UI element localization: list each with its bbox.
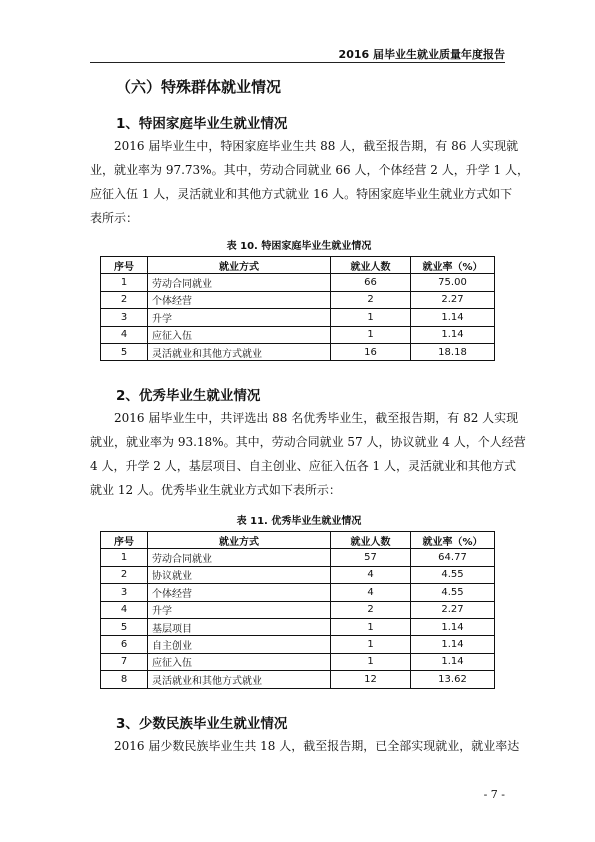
header-count: 就业人数 — [331, 257, 411, 274]
table-row — [101, 636, 495, 653]
cell-count: 66 — [331, 274, 411, 291]
table-row — [101, 343, 495, 360]
subsection-3-title: 3、少数民族毕业生就业情况 — [116, 716, 288, 732]
cell-count: 1 — [331, 636, 411, 653]
paragraph-line: 应征入伍 1 人，灵活就业和其他方式就业 16 人。特困家庭毕业生就业方式如下 — [90, 187, 513, 201]
cell-rate: 13.62 — [411, 671, 495, 688]
cell-index: 3 — [101, 309, 148, 326]
subsection-2-title: 2、优秀毕业生就业情况 — [116, 388, 261, 404]
paragraph-line: 2016 届毕业生中，特困家庭毕业生共 88 人，截至报告期，有 86 人实现就 — [114, 139, 519, 153]
cell-count: 1 — [331, 326, 411, 343]
header-index: 序号 — [101, 257, 148, 274]
cell-method: 协议就业 — [148, 566, 331, 583]
cell-rate: 4.55 — [411, 584, 495, 601]
table-row — [101, 274, 495, 291]
cell-rate: 1.14 — [411, 653, 495, 670]
table-11 — [100, 531, 495, 689]
cell-method: 灵活就业和其他方式就业 — [148, 671, 331, 688]
table-row — [101, 671, 495, 688]
cell-rate: 2.27 — [411, 291, 495, 308]
cell-method: 应征入伍 — [148, 326, 331, 343]
cell-method: 劳动合同就业 — [148, 274, 331, 291]
cell-method: 基层项目 — [148, 618, 331, 635]
cell-method: 个体经营 — [148, 584, 331, 601]
cell-count: 4 — [331, 566, 411, 583]
table-row — [101, 618, 495, 635]
cell-method: 劳动合同就业 — [148, 549, 331, 566]
table-row — [101, 566, 495, 583]
header-rate: 就业率（%） — [411, 532, 495, 549]
cell-index: 8 — [101, 671, 148, 688]
header-count: 就业人数 — [331, 532, 411, 549]
cell-count: 1 — [331, 618, 411, 635]
cell-count: 1 — [331, 653, 411, 670]
paragraph-line: 4 人，升学 2 人，基层项目、自主创业、应征入伍各 1 人，灵活就业和其他方式 — [90, 459, 516, 473]
header-method: 就业方式 — [148, 257, 331, 274]
cell-rate: 1.14 — [411, 326, 495, 343]
cell-index: 1 — [101, 549, 148, 566]
header-index: 序号 — [101, 532, 148, 549]
cell-method: 应征入伍 — [148, 653, 331, 670]
cell-rate: 1.14 — [411, 309, 495, 326]
table-row — [101, 309, 495, 326]
cell-count: 57 — [331, 549, 411, 566]
cell-index: 2 — [101, 566, 148, 583]
cell-index: 7 — [101, 653, 148, 670]
cell-rate: 1.14 — [411, 636, 495, 653]
table-row — [101, 549, 495, 566]
cell-count: 1 — [331, 309, 411, 326]
cell-method: 个体经营 — [148, 291, 331, 308]
paragraph-line: 表所示： — [90, 211, 139, 225]
table-10-caption: 表 10. 特困家庭毕业生就业情况 — [226, 241, 372, 252]
subsection-2-paragraph — [90, 406, 526, 502]
section-title: （六）特殊群体就业情况 — [116, 78, 282, 96]
cell-index: 4 — [101, 601, 148, 618]
cell-count: 12 — [331, 671, 411, 688]
paragraph-line: 2016 届少数民族毕业生共 18 人，截至报告期，已全部实现就业，就业率达 — [114, 739, 520, 753]
cell-method: 自主创业 — [148, 636, 331, 653]
cell-method: 灵活就业和其他方式就业 — [148, 343, 331, 360]
cell-method: 升学 — [148, 601, 331, 618]
subsection-1-title: 1、特困家庭毕业生就业情况 — [116, 116, 288, 132]
page-number: - 7 - — [483, 788, 505, 801]
cell-index: 3 — [101, 584, 148, 601]
cell-rate: 1.14 — [411, 618, 495, 635]
cell-method: 升学 — [148, 309, 331, 326]
cell-rate: 18.18 — [411, 343, 495, 360]
paragraph-line: 就业 12 人。优秀毕业生就业方式如下表所示： — [90, 483, 341, 497]
table-row — [101, 584, 495, 601]
table-11-caption: 表 11. 优秀毕业生就业情况 — [236, 516, 362, 527]
header-rule — [90, 62, 505, 63]
table-row — [101, 653, 495, 670]
subsection-1-paragraph — [90, 134, 529, 230]
cell-rate: 75.00 — [411, 274, 495, 291]
cell-count: 4 — [331, 584, 411, 601]
cell-count: 16 — [331, 343, 411, 360]
subsection-3-paragraph — [90, 734, 520, 758]
cell-count: 2 — [331, 291, 411, 308]
cell-rate: 4.55 — [411, 566, 495, 583]
table-row — [101, 326, 495, 343]
table-row — [101, 291, 495, 308]
table-10 — [100, 256, 495, 361]
cell-index: 5 — [101, 618, 148, 635]
paragraph-line: 2016 届毕业生中，共评选出 88 名优秀毕业生，截至报告期，有 82 人实现 — [114, 411, 519, 425]
paragraph-line: 就业，就业率为 93.18%。其中，劳动合同就业 57 人，协议就业 4 人，个人经营 — [90, 435, 526, 449]
cell-index: 1 — [101, 274, 148, 291]
header-method: 就业方式 — [148, 532, 331, 549]
paragraph-line: 业，就业率为 97.73%。其中，劳动合同就业 66 人，个体经营 2 人，升学 1 人， — [90, 163, 529, 177]
cell-rate: 64.77 — [411, 549, 495, 566]
cell-rate: 2.27 — [411, 601, 495, 618]
cell-index: 4 — [101, 326, 148, 343]
running-header: 2016 届毕业生就业质量年度报告 — [338, 48, 505, 61]
cell-index: 6 — [101, 636, 148, 653]
cell-count: 2 — [331, 601, 411, 618]
table-header-row — [101, 257, 495, 274]
header-rate: 就业率（%） — [411, 257, 495, 274]
table-header-row — [101, 532, 495, 549]
cell-index: 5 — [101, 343, 148, 360]
table-row — [101, 601, 495, 618]
cell-index: 2 — [101, 291, 148, 308]
